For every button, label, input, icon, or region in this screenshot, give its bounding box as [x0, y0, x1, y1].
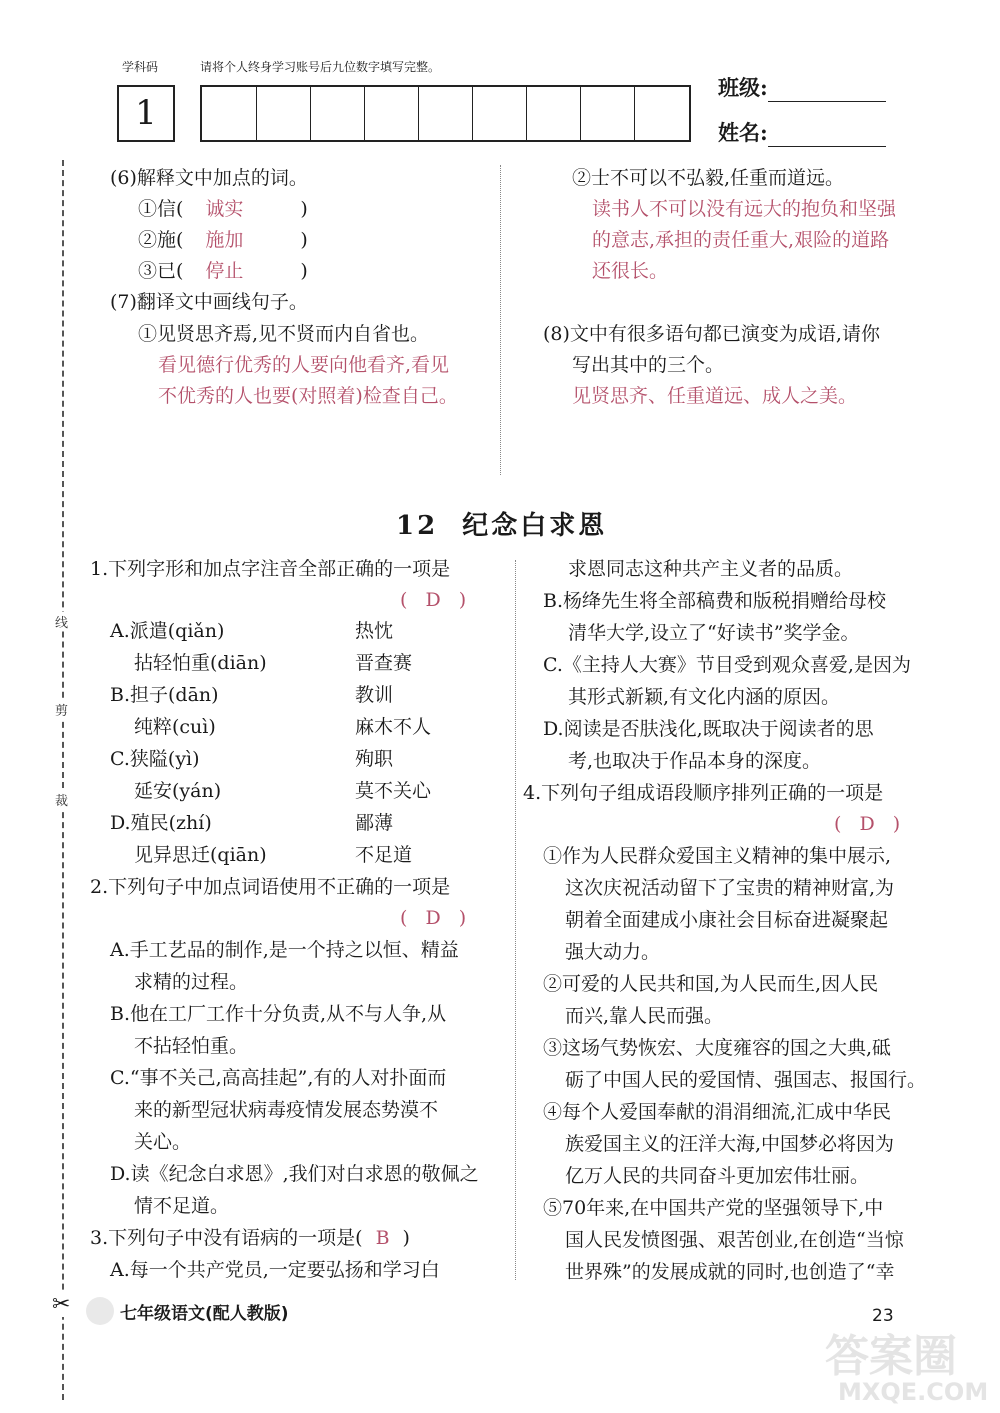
q7-answer-2-line-3: 还很长。	[592, 260, 669, 282]
q1-option-word: 热忱	[355, 620, 394, 642]
q3-line: 求恩同志这种共产主义者的品质。	[568, 558, 854, 580]
column-divider-bottom	[515, 560, 516, 1280]
q7-answer-2-line-2: 的意志,承担的责任重大,艰险的道路	[592, 229, 890, 251]
question-2: 2.下列句子中加点词语使用不正确的一项是	[90, 876, 451, 898]
q1-option: A.派遣(qiǎn)	[110, 620, 225, 642]
q2-line: 来的新型冠状病毒疫情发展态势漠不	[134, 1099, 439, 1121]
q1-option: 延安(yán)	[134, 780, 222, 802]
q1-option: 纯粹(cuì)	[134, 716, 216, 738]
class-label: 班级:	[718, 75, 768, 100]
q1-option-word: 鄙薄	[355, 812, 394, 834]
question-1: 1.下列字形和加点字注音全部正确的一项是	[90, 558, 451, 580]
q3-line: D.阅读是否肤浅化,既取决于阅读者的思	[543, 718, 874, 740]
name-label: 姓名:	[718, 120, 768, 145]
q4-line: 强大动力。	[565, 941, 661, 963]
q4-line: 世界殊”的发展成就的同时,也创造了“幸	[565, 1261, 895, 1283]
account-box-divider	[310, 87, 311, 140]
cut-line	[62, 160, 64, 1400]
book-logo-icon	[86, 1297, 114, 1325]
q2-line: D.读《纪念白求恩》,我们对白求恩的敬佩之	[110, 1163, 479, 1185]
account-box-divider	[364, 87, 365, 140]
q1-option-word: 不足道	[355, 844, 413, 866]
q4-line: ④每个人爱国奉献的涓涓细流,汇成中华民	[543, 1101, 892, 1123]
account-box-divider	[580, 87, 581, 140]
question-4: 4.下列句子组成语段顺序排列正确的一项是	[523, 782, 884, 804]
q4-line: 族爱国主义的汪洋大海,中国梦必将因为	[565, 1133, 895, 1155]
q3-line: C.《主持人大赛》节目受到观众喜爱,是因为	[543, 654, 911, 676]
q6-item-1: ①信( 诚实 )	[138, 198, 308, 220]
q3-line: B.杨绛先生将全部稿费和版税捐赠给母校	[543, 590, 887, 612]
subject-code-box	[117, 85, 175, 142]
scissors-icon: ✂	[52, 1292, 71, 1317]
q1-option: 见异思迁(qiān)	[134, 844, 267, 866]
cut-label-trim: 裁	[55, 790, 68, 809]
class-field[interactable]	[718, 72, 886, 102]
instruction-text: 请将个人终身学习账号后九位数字填写完整。	[200, 60, 441, 74]
question-3: 3.下列句子中没有语病的一项是( B )	[90, 1222, 410, 1254]
lesson-title	[396, 505, 607, 542]
q1-option-word: 麻木不人	[355, 716, 432, 738]
name-blank[interactable]	[768, 124, 886, 147]
q7-sentence-2: ②士不可以不弘毅,任重而道远。	[572, 167, 845, 189]
q2-line: C.“事不关己,高高挂起”,有的人对扑面而	[110, 1067, 447, 1089]
lesson-name: 纪念白求恩	[462, 511, 608, 541]
q4-line: ①作为人民群众爱国主义精神的集中展示,	[543, 845, 892, 867]
account-box-divider	[526, 87, 527, 140]
question-8-line-2: 写出其中的三个。	[572, 354, 725, 376]
q3-line: 其形式新颖,有文化内涵的原因。	[568, 686, 841, 708]
subject-code-label: 学科码	[122, 60, 159, 74]
q1-option-word: 莫不关心	[355, 780, 432, 802]
account-number-boxes[interactable]	[200, 85, 691, 142]
question-6: (6)解释文中加点的词。	[110, 167, 308, 189]
q2-line: 不拈轻怕重。	[134, 1035, 249, 1057]
page-number: 23	[872, 1306, 894, 1326]
q3-line: 清华大学,设立了“好读书”奖学金。	[568, 622, 860, 644]
question-8-line-1: (8)文中有很多语句都已演变为成语,请你	[543, 323, 880, 345]
q1-option: C.狭隘(yì)	[110, 748, 200, 770]
q7-answer-1-line-1: 看见德行优秀的人要向他看齐,看见	[158, 354, 450, 376]
q1-answer: ( D )	[400, 589, 473, 611]
q1-option-word: 殉职	[355, 748, 394, 770]
account-box-divider	[418, 87, 419, 140]
watermark-logo: 答案圈	[825, 1331, 957, 1382]
account-box-divider	[256, 87, 257, 140]
cut-label-line: 线	[55, 612, 68, 631]
class-blank[interactable]	[768, 79, 886, 102]
q4-line: 而兴,靠人民而强。	[565, 1005, 724, 1027]
q2-line: B.他在工厂工作十分负责,从不与人争,从	[110, 1003, 447, 1025]
q2-line: 关心。	[134, 1131, 192, 1153]
q7-answer-1-line-2: 不优秀的人也要(对照着)检查自己。	[158, 385, 458, 407]
q1-option: 拈轻怕重(diān)	[134, 652, 267, 674]
watermark-url: MXQE.COM	[838, 1378, 989, 1406]
q4-line: 国人民发愤图强、艰苦创业,在创造“当惊	[565, 1229, 904, 1251]
name-field[interactable]	[718, 117, 886, 147]
q4-line: ③这场气势恢宏、大度雍容的国之大典,砥	[543, 1037, 892, 1059]
q3-option-a: A.每一个共产党员,一定要弘扬和学习白	[110, 1259, 440, 1281]
q2-line: 情不足道。	[134, 1195, 230, 1217]
q4-line: 亿万人民的共同奋斗更加宏伟壮丽。	[565, 1165, 870, 1187]
q2-line: 求精的过程。	[134, 971, 249, 993]
q4-line: 这次庆祝活动留下了宝贵的精神财富,为	[565, 877, 895, 899]
q7-sentence-1: ①见贤思齐焉,见不贤而内自省也。	[138, 323, 430, 345]
q6-item-3: ③已( 停止 )	[138, 260, 308, 282]
q8-answer: 见贤思齐、任重道远、成人之美。	[572, 385, 858, 407]
subject-code-value: 1	[135, 93, 157, 133]
account-box-divider	[634, 87, 635, 140]
q1-option: D.殖民(zhí)	[110, 812, 212, 834]
q1-option: B.担子(dān)	[110, 684, 219, 706]
q4-line: ②可爱的人民共和国,为人民而生,因人民	[543, 973, 879, 995]
q1-option-word: 晋查赛	[355, 652, 413, 674]
account-box-divider	[472, 87, 473, 140]
column-divider-top	[500, 165, 501, 475]
q4-answer: ( D )	[834, 813, 907, 835]
q4-line: 砺了中国人民的爱国情、强国志、报国行。	[565, 1069, 927, 1091]
q2-line: A.手工艺品的制作,是一个持之以恒、精益	[110, 939, 459, 961]
q7-answer-2-line-1: 读书人不可以没有远大的抱负和坚强	[592, 198, 897, 220]
q4-line: 朝着全面建成小康社会目标奋进凝聚起	[565, 909, 889, 931]
q4-line: ⑤70年来,在中国共产党的坚强领导下,中	[543, 1197, 884, 1219]
question-7: (7)翻译文中画线句子。	[110, 291, 308, 313]
lesson-number: 12	[396, 511, 439, 541]
q3-line: 考,也取决于作品本身的深度。	[568, 750, 822, 772]
q2-answer: ( D )	[400, 907, 473, 929]
q6-item-2: ②施( 施加 )	[138, 229, 308, 251]
cut-label-cut: 剪	[55, 700, 68, 719]
q3-answer: B	[375, 1227, 390, 1249]
footer-book-title: 七年级语文(配人教版)	[120, 1304, 289, 1324]
q1-option-word: 教训	[355, 684, 394, 706]
